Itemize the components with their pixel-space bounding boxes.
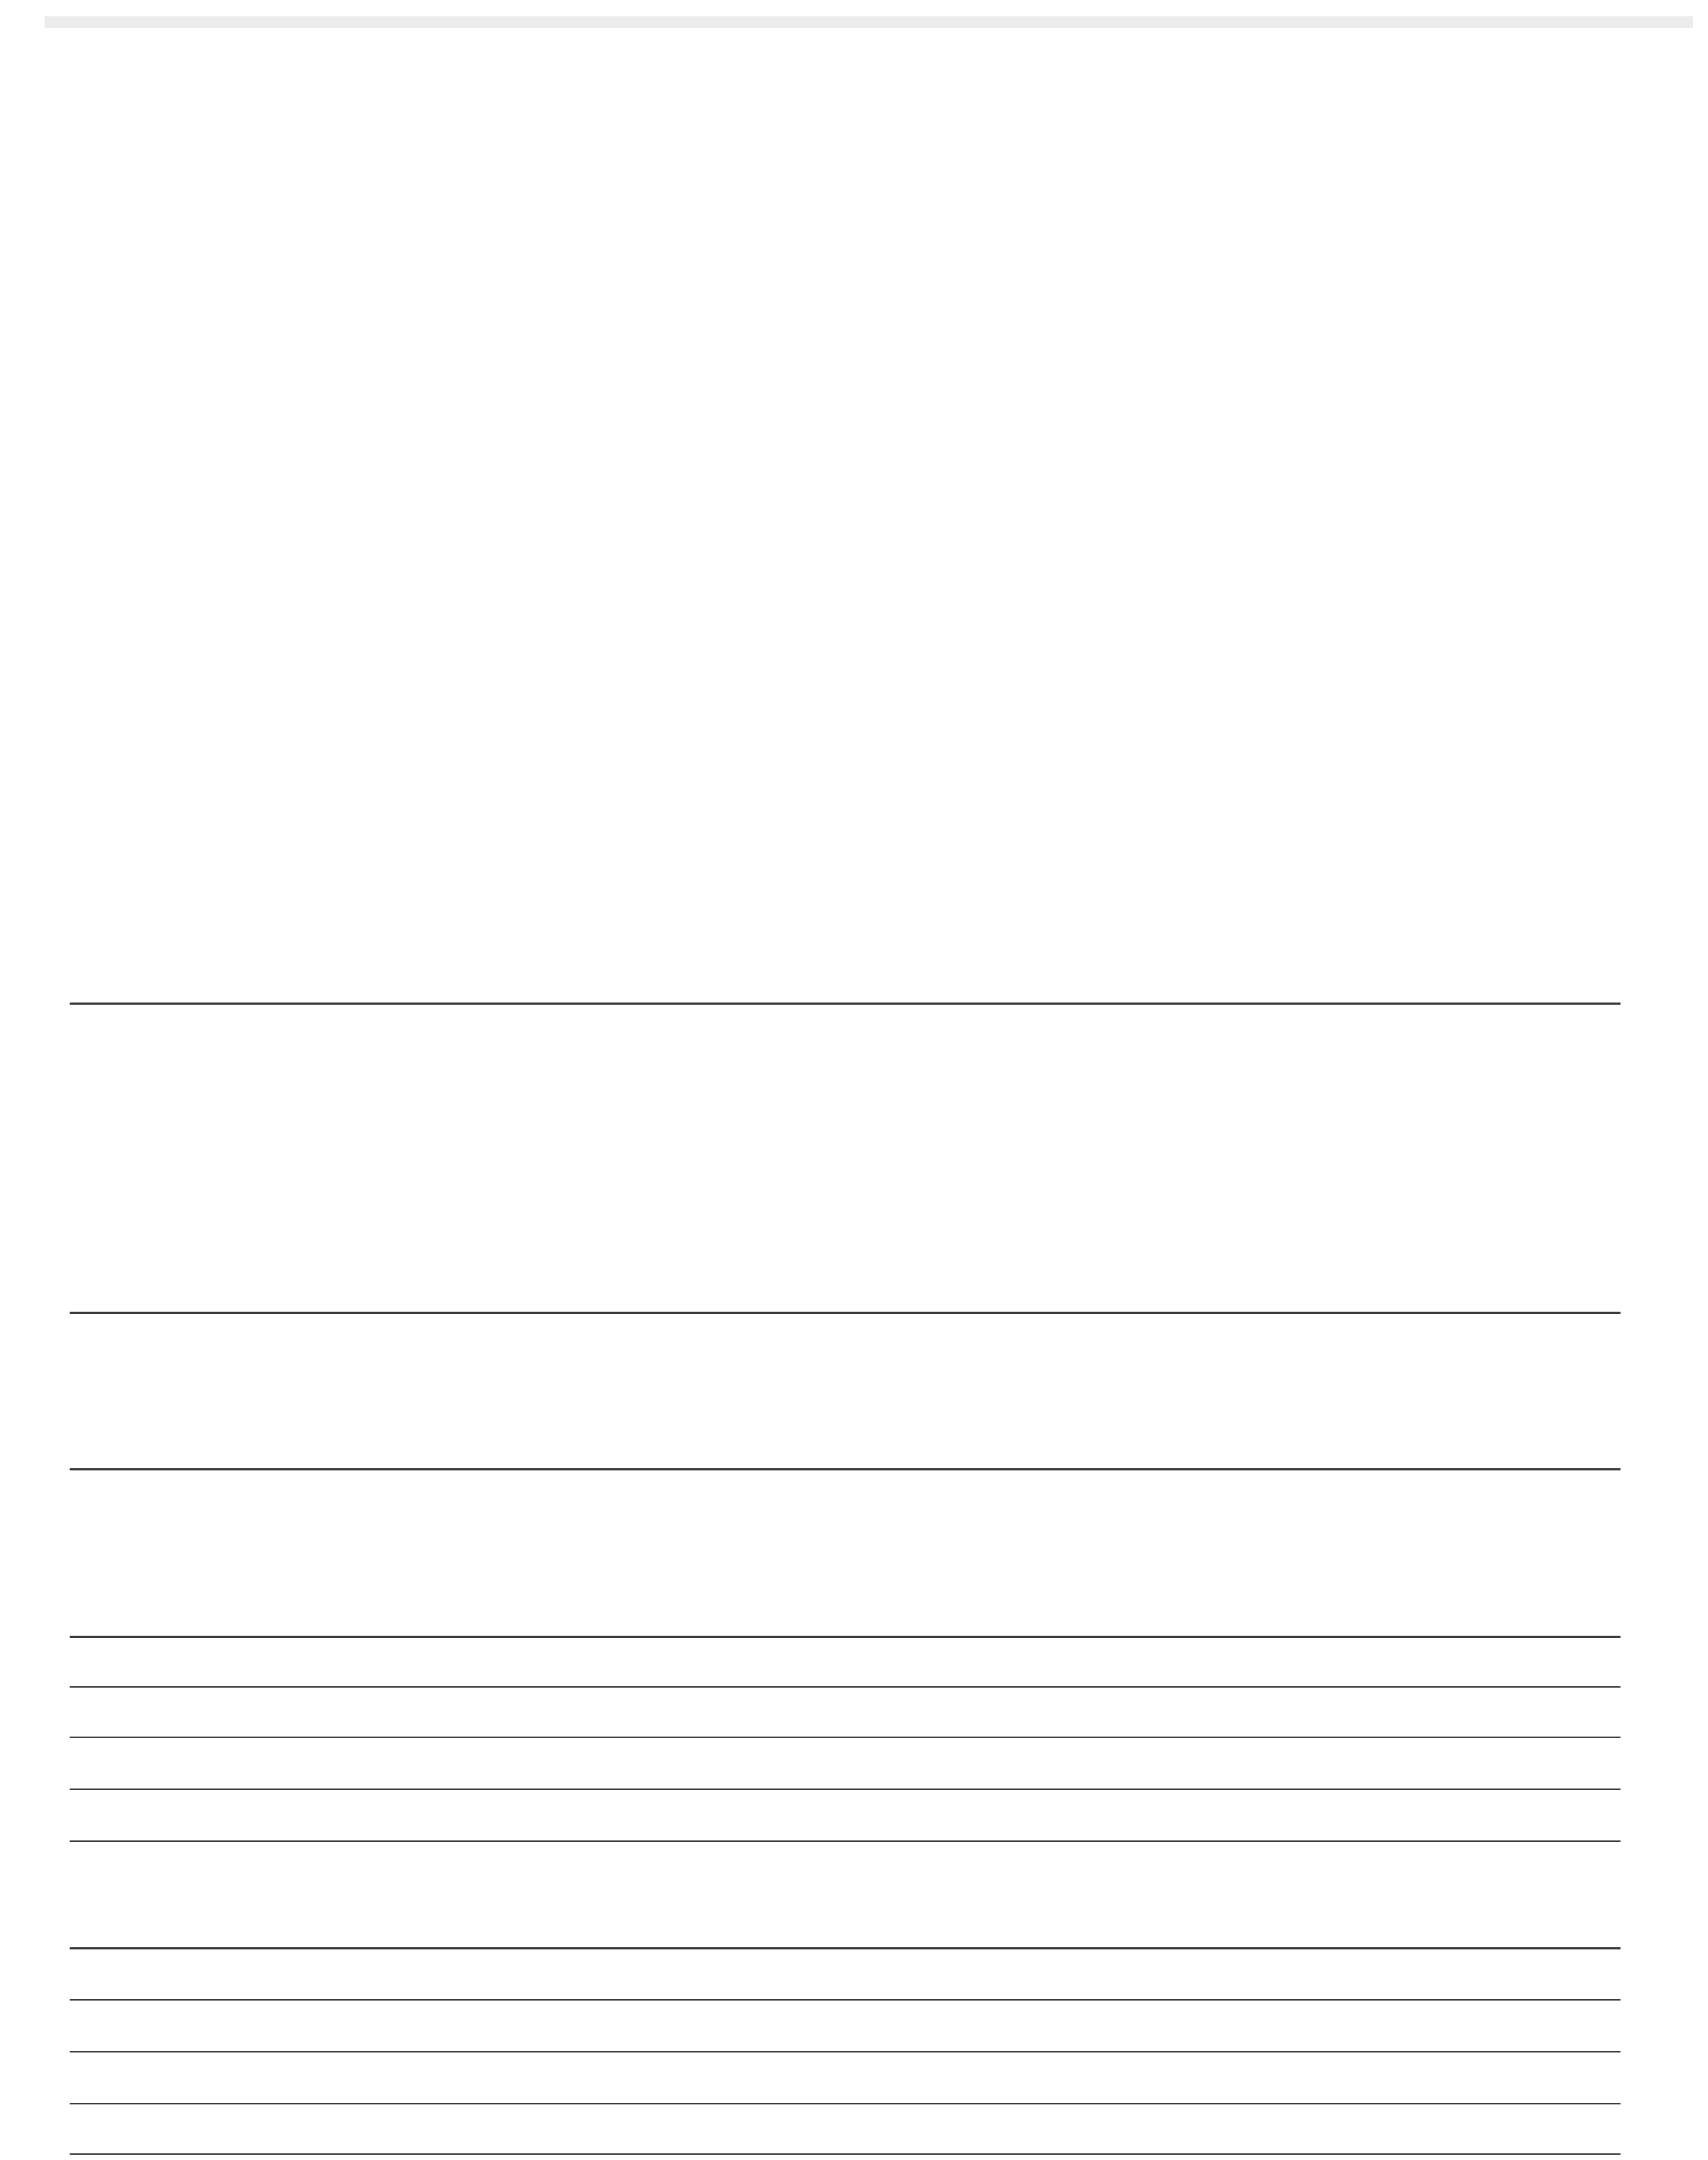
q8-rule bbox=[70, 1468, 1621, 1470]
q10-writing-line bbox=[70, 1999, 1621, 2001]
q6-rule bbox=[70, 1003, 1621, 1005]
q10-writing-line bbox=[70, 2103, 1621, 2104]
q10-rule bbox=[70, 1947, 1621, 1949]
q9-writing-line bbox=[70, 1737, 1621, 1738]
q9-writing-line bbox=[70, 1686, 1621, 1688]
q10-writing-line bbox=[70, 2153, 1621, 2155]
q7-rule bbox=[70, 1312, 1621, 1314]
scan-top-edge bbox=[44, 16, 1693, 28]
q9-rule bbox=[70, 1636, 1621, 1638]
q9-writing-line bbox=[70, 1840, 1621, 1842]
q9-writing-line bbox=[70, 1789, 1621, 1790]
q10-writing-line bbox=[70, 2051, 1621, 2052]
